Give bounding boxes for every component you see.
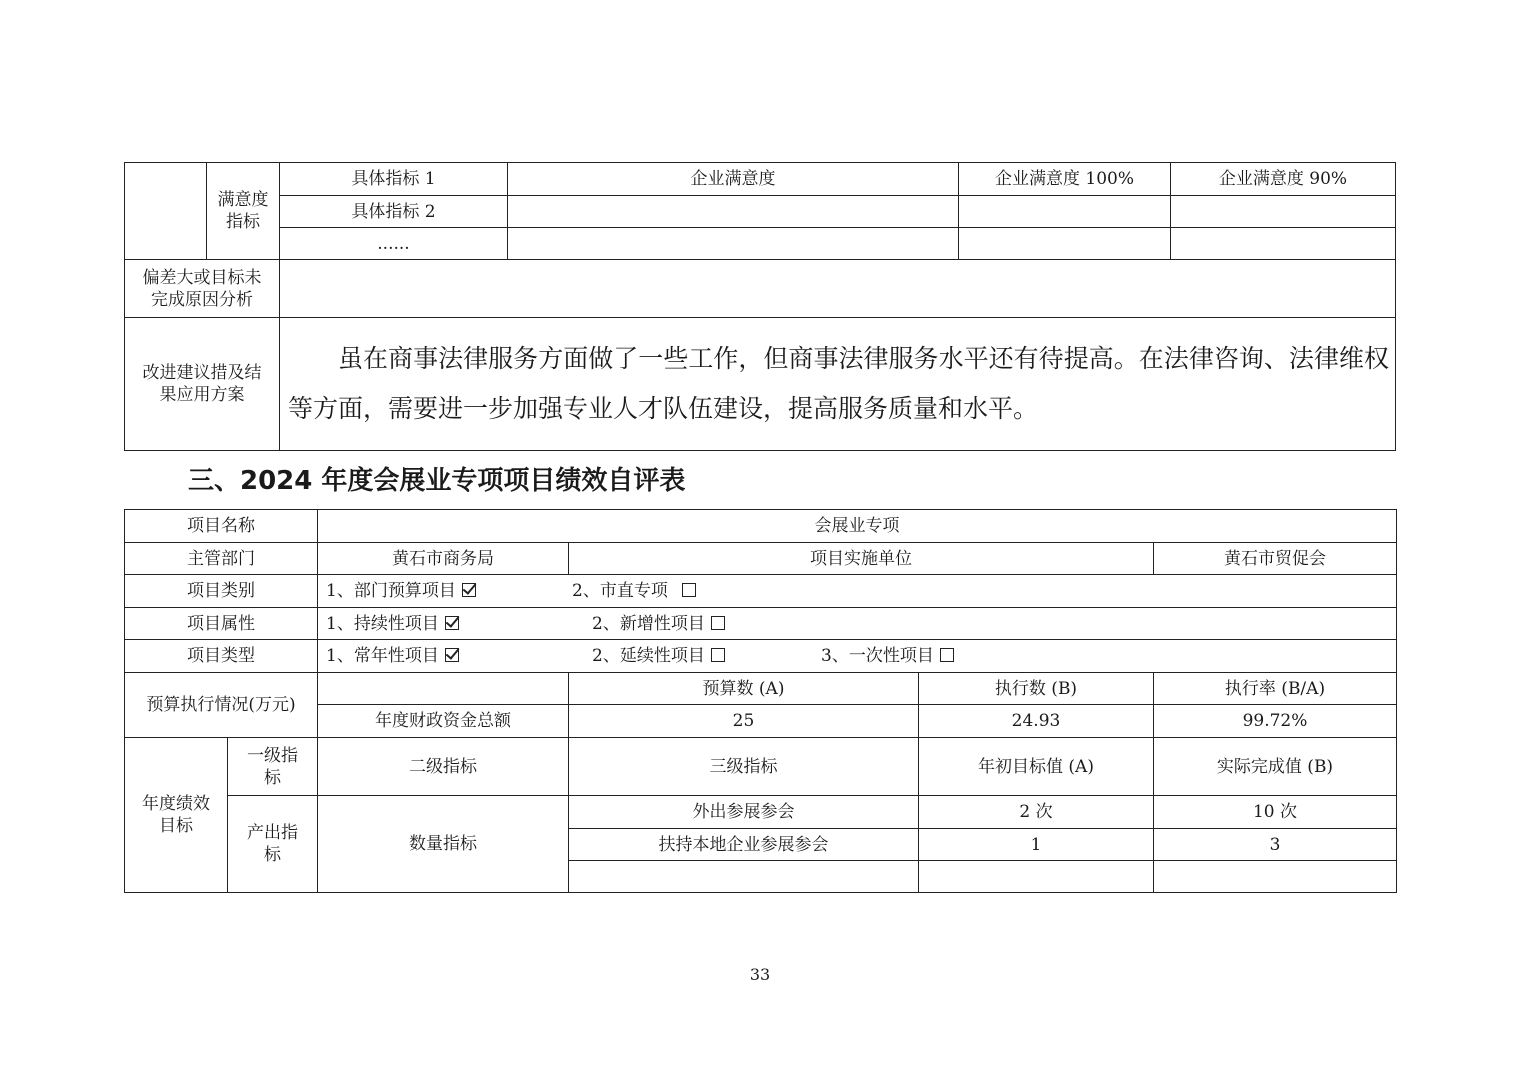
budget-value-a: 25 (569, 705, 919, 738)
type-option-2: 2、延续性项目 (592, 645, 821, 667)
project-type-label: 项目类型 (125, 640, 318, 673)
level1-header: 一级指 标 (228, 738, 318, 796)
indicator-actual-2 (1171, 196, 1396, 228)
type-option-1: 1、常年性项目 (326, 645, 592, 667)
budget-header-rate: 执行率 (B/A) (1154, 673, 1397, 705)
project-name-value: 会展业专项 (318, 510, 1397, 543)
budget-header-blank (318, 673, 569, 705)
improvement-plan-label: 改进建议措及结 果应用方案 (125, 318, 280, 451)
implementing-unit-value: 黄石市贸促会 (1154, 543, 1397, 575)
type-option-3: 3、一次性项目 (821, 645, 954, 667)
deviation-analysis-label: 偏差大或目标未 完成原因分析 (125, 260, 280, 318)
indicator-target: 1 (919, 829, 1154, 861)
project-attribute-options (318, 608, 1397, 640)
indicator-name-2 (508, 196, 959, 228)
satisfaction-indicator-label: 满意度 指标 (207, 163, 280, 260)
indicator-target-1: 企业满意度 100% (959, 163, 1171, 196)
attribute-option-2: 2、新增性项目 (592, 613, 725, 635)
page-number: 33 (749, 965, 771, 984)
output-indicator-label: 产出指 标 (228, 796, 318, 893)
project-type-options (318, 640, 1397, 673)
indicator-target (919, 861, 1154, 893)
indicator-target: 2 次 (919, 796, 1154, 829)
indicator-actual: 3 (1154, 829, 1397, 861)
budget-execution-label: 预算执行情况(万元) (125, 673, 318, 738)
indicator-target-3 (959, 228, 1171, 260)
indicator-item-3: ...... (280, 228, 508, 260)
budget-value-rate: 99.72% (1154, 705, 1397, 738)
checked-box-icon[interactable] (445, 648, 459, 662)
indicator-target-2 (959, 196, 1171, 228)
department-value: 黄石市商务局 (318, 543, 569, 575)
quantity-indicator-label: 数量指标 (318, 796, 569, 893)
category-option-2: 2、市直专项 (572, 580, 696, 602)
improvement-plan-content: 虽在商事法律服务方面做了一些工作，但商事法律服务水平还有待提高。在法律咨询、法律维权等方面，需要进一步加强专业人才队伍建设，提高服务质量和水平。 (280, 318, 1396, 451)
budget-header-b: 执行数 (B) (919, 673, 1154, 705)
project-name-label: 项目名称 (125, 510, 318, 543)
indicator-name-1: 企业满意度 (508, 163, 959, 196)
indicator-actual-3 (1171, 228, 1396, 260)
blank-level1-cell (125, 163, 207, 260)
category-option-1: 1、部门预算项目 (326, 580, 572, 602)
actual-value-header: 实际完成值 (B) (1154, 738, 1397, 796)
unchecked-box-icon[interactable] (711, 648, 725, 662)
deviation-analysis-content (280, 260, 1396, 318)
performance-evaluation-table (124, 509, 1397, 893)
indicator-name: 扶持本地企业参展参会 (569, 829, 919, 861)
indicator-item-1: 具体指标 1 (280, 163, 508, 196)
budget-header-a: 预算数 (A) (569, 673, 919, 705)
indicator-actual-1: 企业满意度 90% (1171, 163, 1396, 196)
budget-row-label: 年度财政资金总额 (318, 705, 569, 738)
implementing-unit-label: 项目实施单位 (569, 543, 1154, 575)
annual-goal-label: 年度绩效 目标 (125, 738, 228, 893)
target-value-header: 年初目标值 (A) (919, 738, 1154, 796)
checked-box-icon[interactable] (462, 583, 476, 597)
unchecked-box-icon[interactable] (682, 583, 696, 597)
indicator-name (569, 861, 919, 893)
indicator-actual: 10 次 (1154, 796, 1397, 829)
level2-header: 二级指标 (318, 738, 569, 796)
satisfaction-table (124, 162, 1396, 451)
attribute-option-1: 1、持续性项目 (326, 613, 592, 635)
indicator-actual (1154, 861, 1397, 893)
budget-value-b: 24.93 (919, 705, 1154, 738)
indicator-item-2: 具体指标 2 (280, 196, 508, 228)
project-attribute-label: 项目属性 (125, 608, 318, 640)
indicator-name: 外出参展参会 (569, 796, 919, 829)
department-label: 主管部门 (125, 543, 318, 575)
level3-header: 三级指标 (569, 738, 919, 796)
checked-box-icon[interactable] (445, 616, 459, 630)
section-title: 三、2024 年度会展业专项项目绩效自评表 (188, 466, 686, 496)
unchecked-box-icon[interactable] (940, 648, 954, 662)
project-category-label: 项目类别 (125, 575, 318, 608)
indicator-name-3 (508, 228, 959, 260)
project-category-options (318, 575, 1397, 608)
unchecked-box-icon[interactable] (711, 616, 725, 630)
